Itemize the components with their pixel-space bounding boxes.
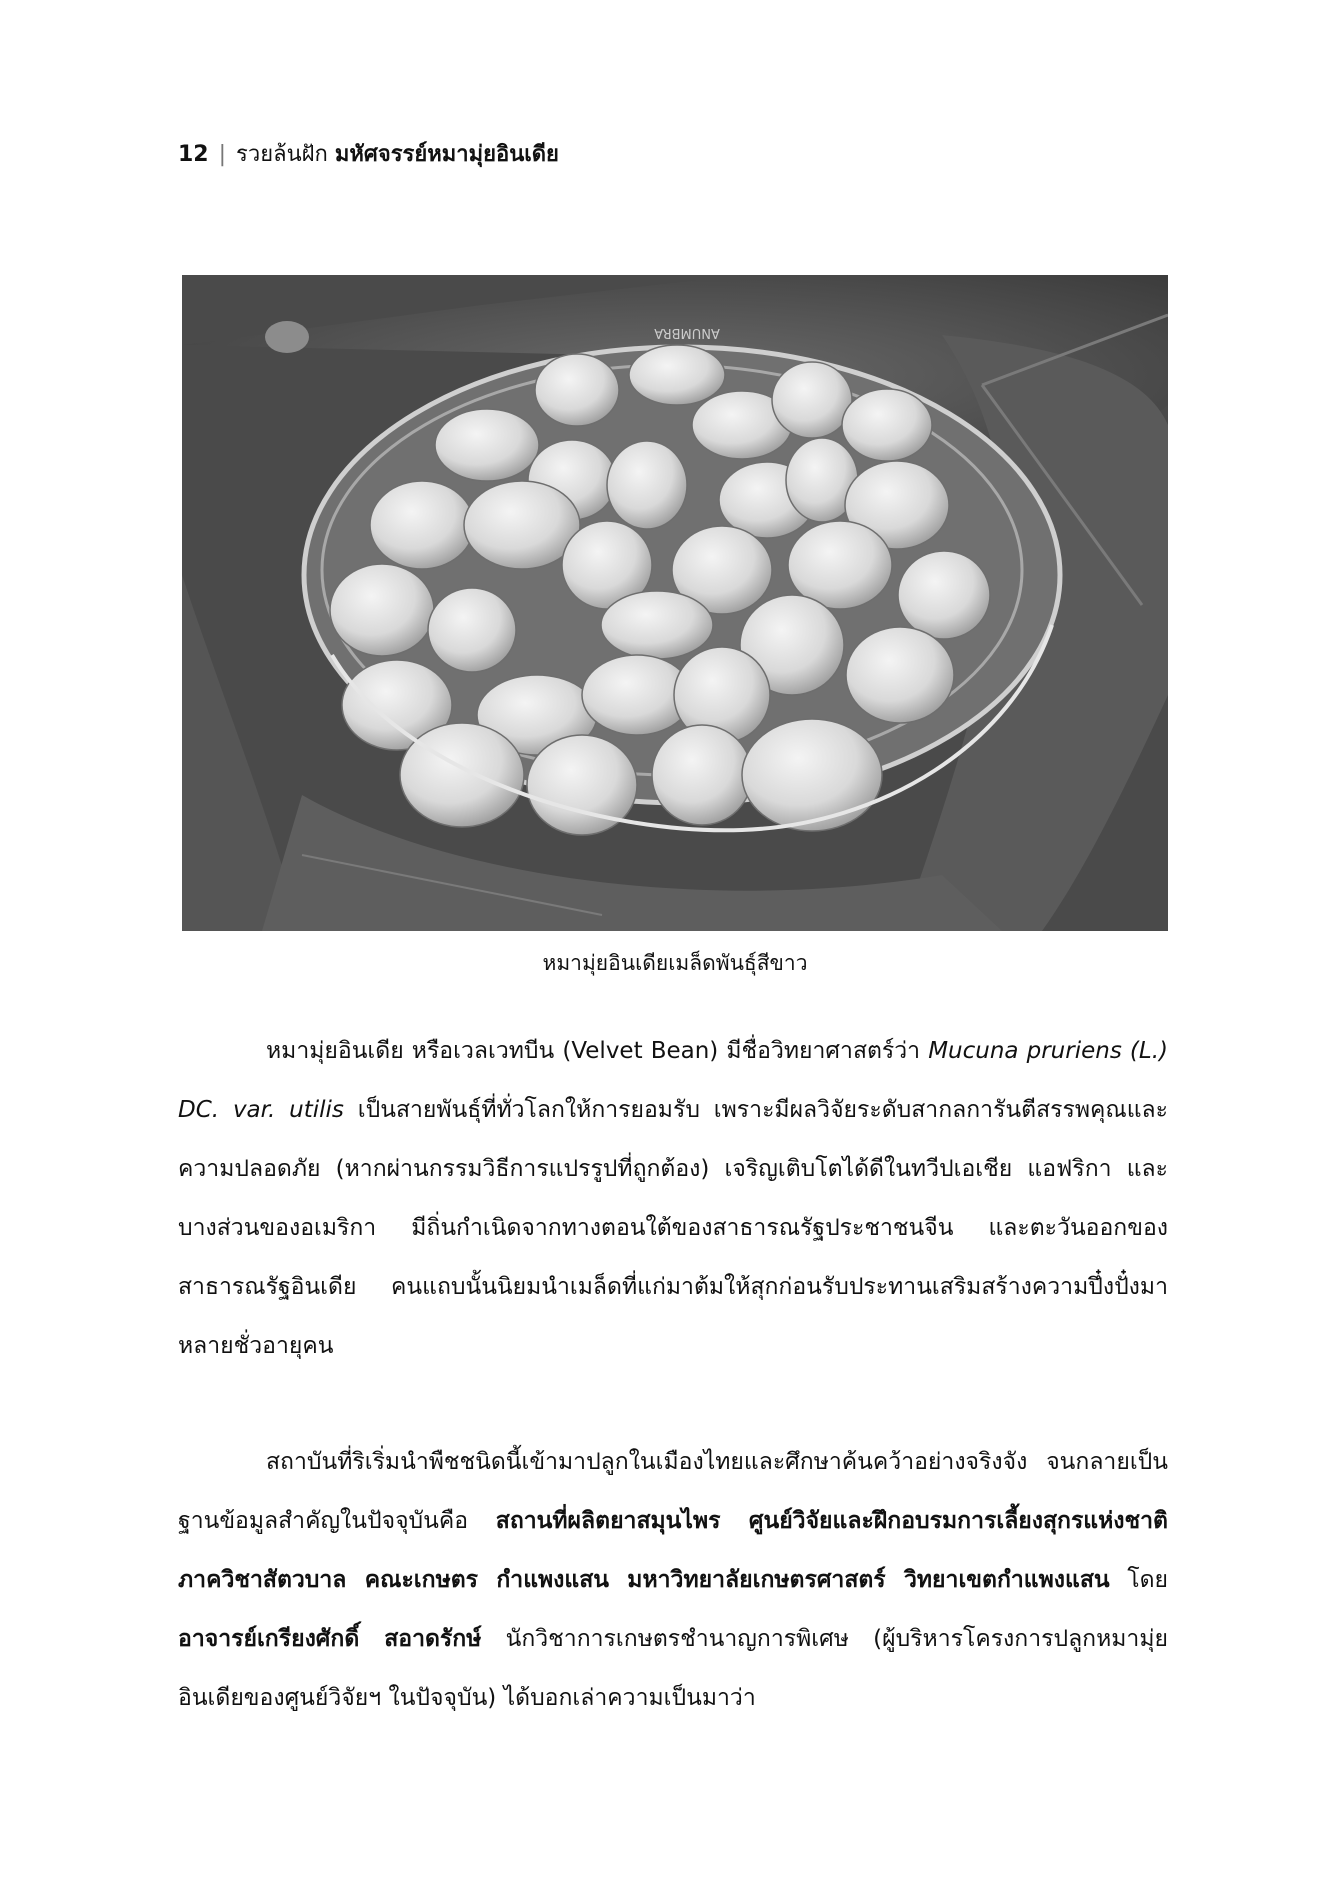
page-number: 12 <box>178 142 209 167</box>
paragraph-1 <box>178 1022 1168 1376</box>
p2-text-2: โดย <box>1109 1567 1169 1593</box>
dish-label: ANUMBRA <box>654 325 720 340</box>
p1-text-2: เป็นสายพันธุ์ที่ทั่วโลกให้การยอมรับ เพราะมีผลวิจัยระดับสากลการันตีสรรพคุณและความปลอดภัย (หากผ่านกรรมวิธีการแปรรูปที่ถูกต้อง) เจริญเติบโตได้ดีในทวีปเอเชีย แอฟริกา และบางส่วนของอเมริกา มีถิ่นกำเนิดจากทางตอนใต้ของสาธารณรัฐประชาชนจีน และตะวันออกของสาธารณรัฐอินเดีย คนแถบนั้นนิยมนำเมล็ดที่แก่มาต้มให้สุกก่อนรับประทานเสริมสร้างความปึ๋งปั๋งมาหลายชั่วอายุคน <box>178 1097 1168 1359</box>
photo-caption: หมามุ่ยอินเดียเมล็ดพันธุ์สีขาว <box>542 951 808 975</box>
header-separator: | <box>218 142 227 167</box>
book-title-bold: มหัศจรรย์หมามุ่ยอินเดีย <box>334 142 559 167</box>
photo-illustration <box>182 275 1168 931</box>
book-title-regular: รวยล้นฝัก <box>236 142 328 167</box>
running-header <box>178 138 1178 172</box>
p1-scientific-name: Mucuna pruriens (L.) DC. var. utilis <box>178 1038 1168 1123</box>
velvet-bean-photo <box>182 275 1168 931</box>
p2-person-name: อาจารย์เกรียงศักดิ์ สอาดรักษ์ <box>178 1626 482 1652</box>
p2-institution: สถานที่ผลิตยาสมุนไพร ศูนย์วิจัยและฝึกอบรมการเลี้ยงสุกรแห่งชาติ ภาควิชาสัตวบาล คณะเกษตร กำแพงแสน มหาวิทยาลัยเกษตรศาสตร์ วิทยาเขตกำแพงแสน <box>178 1508 1168 1593</box>
p2-text-3: นักวิชาการเกษตรชำนาญการพิเศษ (ผู้บริหารโครงการปลูกหมามุ่ยอินเดียของศูนย์วิจัยฯ ในปัจจุบัน) ได้บอกเล่าความเป็นมาว่า <box>178 1626 1168 1711</box>
p2-text-1: สถาบันที่ริเริ่มนำพืชชนิดนี้เข้ามาปลูกในเมืองไทยและศึกษาค้นคว้าอย่างจริงจัง จนกลายเป็นฐานข้อมูลสำคัญในปัจจุบันคือ <box>178 1449 1168 1534</box>
p1-text-1: หมามุ่ยอินเดีย หรือเวลเวทบีน (Velvet Bean) มีชื่อวิทยาศาสตร์ว่า <box>266 1038 929 1064</box>
paragraph-2 <box>178 1433 1168 1728</box>
